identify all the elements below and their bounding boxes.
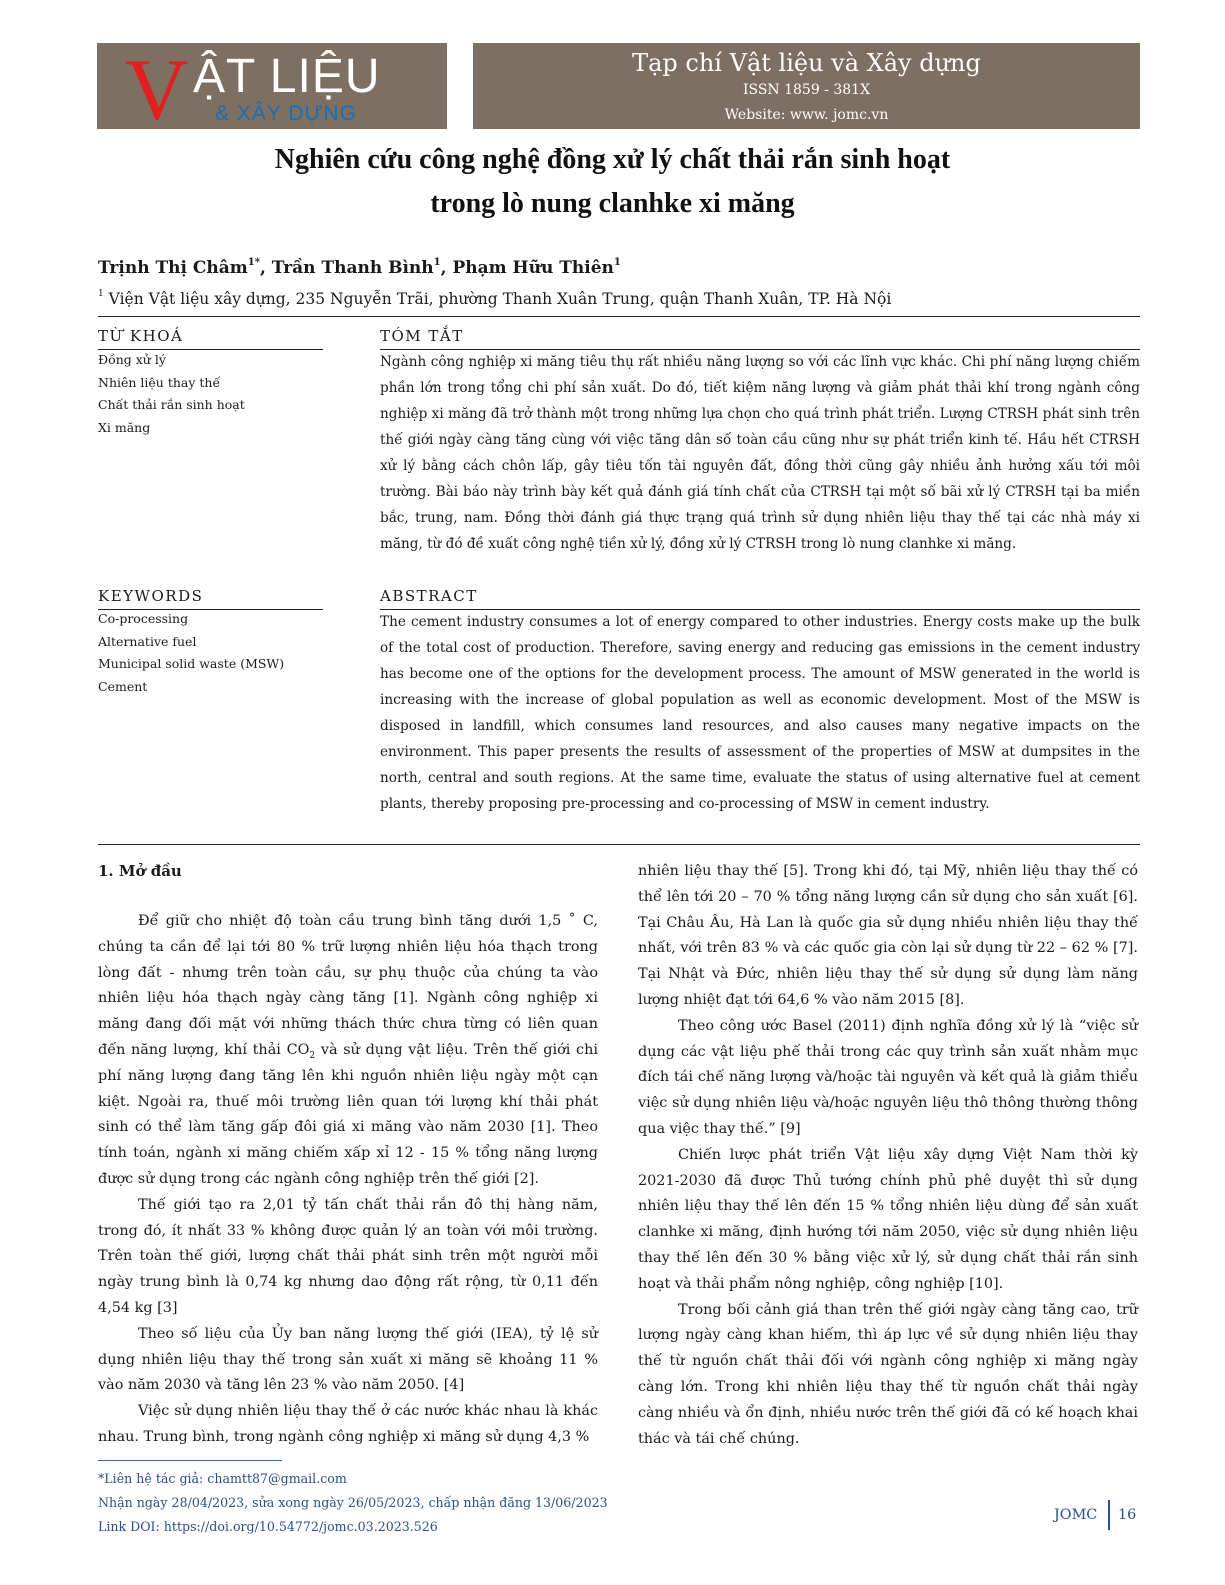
author-list: [98, 256, 621, 280]
keyword-list-en: [98, 608, 284, 698]
paragraph-text: và sử dụng vật liệu. Trên thế giới chi phí năng lượng đang tăng lên khi nguồn nhiên liệu ngày một cạn kiệt. Ngoài ra, thuế môi trường liên quan tới lượng khí thải phát sinh có thể làm tăng gấp đôi giá xi măng vào năm 2030 [1]. Theo tính toán, ngành xi măng chiếm xấp xỉ 12 - 15 % tổng năng lượng được sử dụng trong các ngành công nghiệp trên thế giới [2].: [98, 1041, 598, 1187]
author-name: Trần Thanh Bình: [271, 258, 434, 278]
body-paragraph: Theo công ước Basel (2011) định nghĩa đồng xử lý là “việc sử dụng các vật liệu phế thải trong các quy trình sản xuất nhằm mục đích tái chế năng lượng và/hoặc tài nguyên và kết quả là giảm thiểu việc sử dụng nhiên liệu và/hoặc nguyên liệu thô thông thường thông qua việc thay thế.” [9]: [638, 1017, 1138, 1137]
abstract-heading-vn: TÓM TẮT: [380, 327, 464, 345]
body-paragraph: Việc sử dụng nhiên liệu thay thế ở các nước khác nhau là khác nhau. Trung bình, trong ngành công nghiệp xi măng sử dụng 4,3 %: [98, 1403, 598, 1445]
article-title-line-2: trong lò nung clanhke xi măng: [430, 188, 795, 219]
body-paragraph: Trong bối cảnh giá than trên thế giới ngày càng tăng cao, trữ lượng ngày càng khan hiếm, thì áp lực về sử dụng nhiên liệu thay thế từ nguồn chất thải đối với ngành công nghiệp xi măng ngày càng lớn. Trong khi nhiên liệu thay thế từ nguồn chất thải ngày càng nhiều và ổn định, nhiều nước trên thế giới đã có kế hoạch khai thác và tái chế chúng.: [638, 1301, 1138, 1447]
author-affiliation-mark: 1: [613, 257, 621, 268]
affiliation-text: Viện Vật liệu xây dựng, 235 Nguyễn Trãi, phường Thanh Xuân Trung, quận Thanh Xuân, TP. Hà Nội: [103, 290, 892, 308]
journal-logo: [97, 43, 447, 129]
affiliation: [98, 288, 891, 310]
author-name: Phạm Hữu Thiên: [452, 258, 614, 278]
body-column-left: [98, 859, 598, 1451]
keywords-heading-en: KEYWORDS: [98, 587, 204, 605]
author-separator: ,: [259, 258, 272, 278]
doi-link[interactable]: Link DOI: https://doi.org/10.54772/jomc.03.2023.526: [98, 1519, 438, 1534]
page-number: 16: [1118, 1507, 1137, 1523]
footer-separator: [1108, 1500, 1110, 1530]
body-column-right: [638, 859, 1138, 1452]
article-title-line-1: Nghiên cứu công nghệ đồng xử lý chất thải rắn sinh hoạt: [274, 144, 951, 175]
body-paragraph: [98, 909, 598, 1193]
keyword-item: Cement: [98, 678, 148, 694]
body-paragraph: Chiến lược phát triển Vật liệu xây dựng Việt Nam thời kỳ 2021-2030 đã được Thủ tướng chính phủ phê duyệt thì sử dụng nhiên liệu thay thế lên đến 15 % tổng nhiên liệu dùng để sản xuất clanhke xi măng, định hướng tới năm 2050, việc sử dụng nhiên liệu thay thế lên đến 30 % bằng việc xử lý, sử dụng chất thải rắn sinh hoạt và thải phẩm nông nghiệp, công nghiệp [10].: [638, 1146, 1138, 1292]
author-name: Trịnh Thị Châm: [98, 258, 248, 278]
footnote-divider: [98, 1460, 282, 1461]
keyword-item: Alternative fuel: [98, 633, 197, 649]
body-paragraph: Thế giới tạo ra 2,01 tỷ tấn chất thải rắn đô thị hàng năm, trong đó, ít nhất 33 % không được quản lý an toàn với môi trường. Trên toàn thế giới, lượng chất thải phát sinh trên một người mỗi ngày trung bình là 0,74 kg nhưng dao động rất rộng, từ 0,11 đến 4,54 kg [3]: [98, 1196, 598, 1316]
abstract-text-vn: Ngành công nghiệp xi măng tiêu thụ rất nhiều năng lượng so với các lĩnh vực khác. Chi phí năng lượng chiếm phần lớn trong tổng chi phí sản xuất. Do đó, tiết kiệm năng lượng và giảm phát thải khí trong ngành công nghiệp xi măng đã trở thành một trong những lựa chọn cho quá trình phát triển. Lượng CTRSH phát sinh trên thế giới ngày càng tăng cùng với việc tăng dân số toàn cầu cũng như sự phát triển kinh tế. Hầu hết CTRSH xử lý bằng cách chôn lấp, gây tiêu tốn tài nguyên đất, đồng thời cũng gây nhiều ảnh hưởng xấu tới môi trường. Bài báo này trình bày kết quả đánh giá tính chất của CTRSH tại một số bãi xử lý CTRSH tại ba miền bắc, trung, nam. Đồng thời đánh giá thực trạng quá trình sử dụng nhiên liệu thay thế tại các nhà máy xi măng, từ đó đề xuất công nghệ tiền xử lý, đồng xử lý CTRSH trong lò nung clanhke xi măng.: [380, 354, 1140, 552]
divider: [98, 844, 1140, 845]
body-paragraph: nhiên liệu thay thế [5]. Trong khi đó, tại Mỹ, nhiên liệu thay thế có thể lên tới 20 – 70 % tổng năng lượng cần sử dụng cho sản xuất [6]. Tại Châu Âu, Hà Lan là quốc gia sử dụng nhiều nhiên liệu thay thế nhất, với trên 83 % và các quốc gia còn lại sử dụng từ 22 – 62 % [7]. Tại Nhật và Đức, nhiên liệu thay thế sử dụng sử dụng làm năng lượng nhiệt đạt tới 64,6 % vào năm 2015 [8].: [638, 863, 1138, 1008]
keyword-item: Xi măng: [98, 419, 151, 435]
journal-issn: ISSN 1859 - 381X: [742, 82, 871, 98]
keyword-item: Chất thải rắn sinh hoạt: [98, 397, 245, 412]
journal-title: Tạp chí Vật liệu và Xây dựng: [632, 49, 981, 77]
logo-letter-v: V: [125, 43, 189, 129]
contact-email[interactable]: *Liên hệ tác giả: chamtt87@gmail.com: [98, 1471, 347, 1486]
keyword-list-vn: [98, 349, 245, 439]
logo-text-xay-dung: & XÂY DỰNG: [215, 102, 357, 125]
submission-dates: Nhận ngày 28/04/2023, sửa xong ngày 26/05/2023, chấp nhận đăng 13/06/2023: [98, 1495, 608, 1510]
logo-text-vat-lieu: ẬT LIỆU: [193, 50, 381, 103]
author-affiliation-mark: 1*: [247, 257, 260, 268]
journal-abbreviation: JOMC: [1054, 1507, 1098, 1523]
subscript: 2: [309, 1050, 316, 1061]
journal-header: [473, 43, 1140, 129]
paragraph-text: Để giữ cho nhiệt độ toàn cầu trung bình tăng dưới 1,5 ˚ C, chúng ta cần để lại tới 80 % trữ lượng nhiên liệu hóa thạch trong lòng đất - nhưng trên toàn cầu, sự phụ thuộc của chúng ta vào nhiên liệu hóa thạch ngày càng tăng [1]. Ngành công nghiệp xi măng đang đối mặt với những thách thức chưa từng có liên quan đến năng lượng, khí thải CO: [98, 913, 598, 1058]
abstract-text-en: The cement industry consumes a lot of energy compared to other industries. Energy costs make up the bulk of the total cost of production. Therefore, saving energy and reducing gas emissions in the cement industry has become one of the options for the development process. The amount of MSW generated in the world is increasing with the increase of global population as well as economic development. Most of the MSW is disposed in landfill, which consumes land resources, and also causes many negative impacts on the environment. This paper presents the results of assessment of the properties of MSW at dumpsites in the north, central and south regions. At the same time, evaluate the status of using alternative fuel at cement plants, thereby proposing pre-processing and co-processing of MSW in cement industry.: [380, 614, 1140, 812]
keyword-item: Nhiên liệu thay thế: [98, 374, 221, 390]
divider: [98, 316, 1140, 317]
keyword-item: Co-processing: [98, 611, 189, 626]
keyword-item: Đồng xử lý: [98, 352, 166, 367]
keyword-item: Municipal solid waste (MSW): [98, 656, 285, 671]
affiliation-mark: 1: [98, 289, 104, 299]
journal-website: Website: www. jomc.vn: [724, 107, 889, 123]
author-separator: ,: [440, 258, 453, 278]
section-heading: 1. Mở đầu: [98, 862, 182, 880]
keywords-heading-vn: TỪ KHOÁ: [98, 327, 184, 345]
author-affiliation-mark: 1: [433, 257, 441, 268]
body-paragraph: Theo số liệu của Ủy ban năng lượng thế giới (IEA), tỷ lệ sử dụng nhiên liệu thay thế trong sản xuất xi măng sẽ khoảng 11 % vào năm 2030 và tăng lên 23 % vào năm 2050. [4]: [98, 1325, 598, 1394]
abstract-heading-en: ABSTRACT: [380, 587, 478, 605]
